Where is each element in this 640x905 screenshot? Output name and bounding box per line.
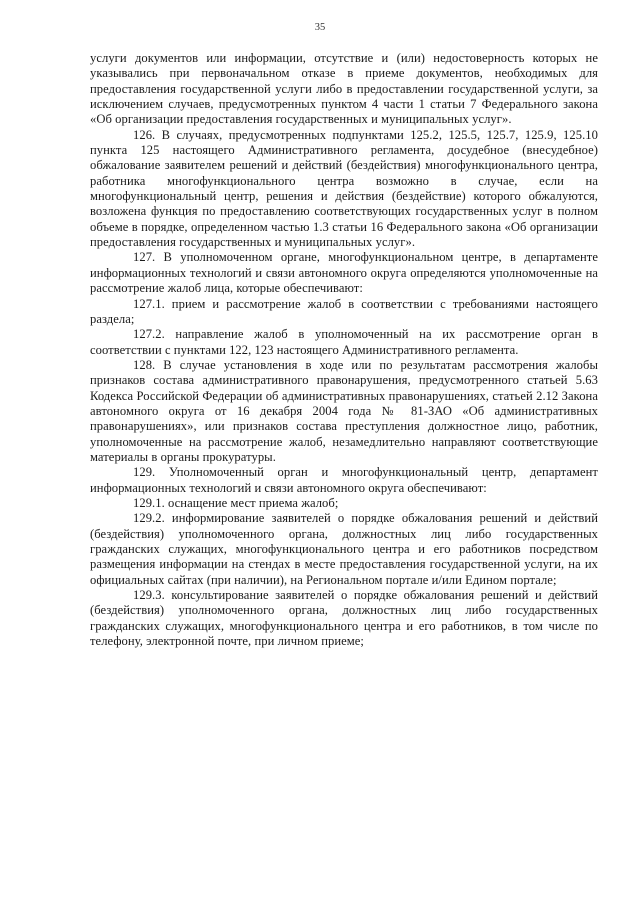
paragraph-127: 127. В уполномоченном органе, многофункциональном центре, в департаменте информационных технологий и связи автономного округа определяются уполномоченные на рассмотрение жалоб лица, которые обеспечивают: <box>90 250 598 296</box>
paragraph-continuation: услуги документов или информации, отсутствие и (или) недостоверность которых не указывались при первоначальном отказе в приеме документов, необходимых для предоставления государственной услуги либо в предоставлении государственной услуги, за исключением случаев, предусмотренных пунктом 4 части 1 статьи 7 Федерального закона «Об организации предоставления государственных и муниципальных услуг». <box>90 51 598 127</box>
paragraph-129-3: 129.3. консультирование заявителей о порядке обжалования решений и действий (бездействия) уполномоченного органа, должностных лиц либо государственных гражданских служащих, многофункционального центра и его работников, в том числе по телефону, электронной почте, при личном приеме; <box>90 588 598 649</box>
paragraph-126: 126. В случаях, предусмотренных подпунктами 125.2, 125.5, 125.7, 125.9, 125.10 пункта 125 настоящего Административного регламента, досудебное (внесудебное) обжалование заявителем решений и действий (бездействия) многофункционального центра, работника многофункционального центра возможно в случае, если на многофункциональный центр, решения и действия (бездействие) которого обжалуются, возложена функция по предоставлению соответствующих государственных услуг в полном объеме в порядке, определенном частью 1.3 статьи 16 Федерального закона «Об организации предоставления государственных и муниципальных услуг». <box>90 127 598 250</box>
paragraph-129: 129. Уполномоченный орган и многофункциональный центр, департамент информационных технологий и связи автономного округа обеспечивают: <box>90 465 598 495</box>
paragraph-129-1: 129.1. оснащение мест приема жалоб; <box>133 495 339 510</box>
paragraph-127-2: 127.2. направление жалоб в уполномоченный на их рассмотрение орган в соответствии с пунктами 122, 123 настоящего Административного регламента. <box>90 327 598 357</box>
page-number: 35 <box>314 22 326 33</box>
paragraph-127-1: 127.1. прием и рассмотрение жалоб в соответствии с требованиями настоящего раздела; <box>90 296 598 326</box>
paragraph-128: 128. В случае установления в ходе или по результатам рассмотрения жалобы признаков состава административного правонарушения, предусмотренного статьей 5.63 Кодекса Российской Федерации об административных правонарушениях, статьей 2.12 Закона автономного округа от 16 декабря 2004 года № 81-ЗАО «Об административных правонарушениях», или признаков состава преступления должностное лицо, работник, уполномоченные на рассмотрение жалоб, незамедлительно направляют соответствующие материалы в органы прокуратуры. <box>90 357 598 464</box>
paragraph-129-2: 129.2. информирование заявителей о порядке обжалования решений и действий (бездействия) уполномоченного органа, должностных лиц либо государственных гражданских служащих, многофункционального центра и его работников посредством размещения информации на стендах в месте предоставления государственной услуги, на их официальных сайтах (при наличии), на Региональном портале и/или Едином портале; <box>90 511 598 587</box>
document-body <box>90 51 598 649</box>
